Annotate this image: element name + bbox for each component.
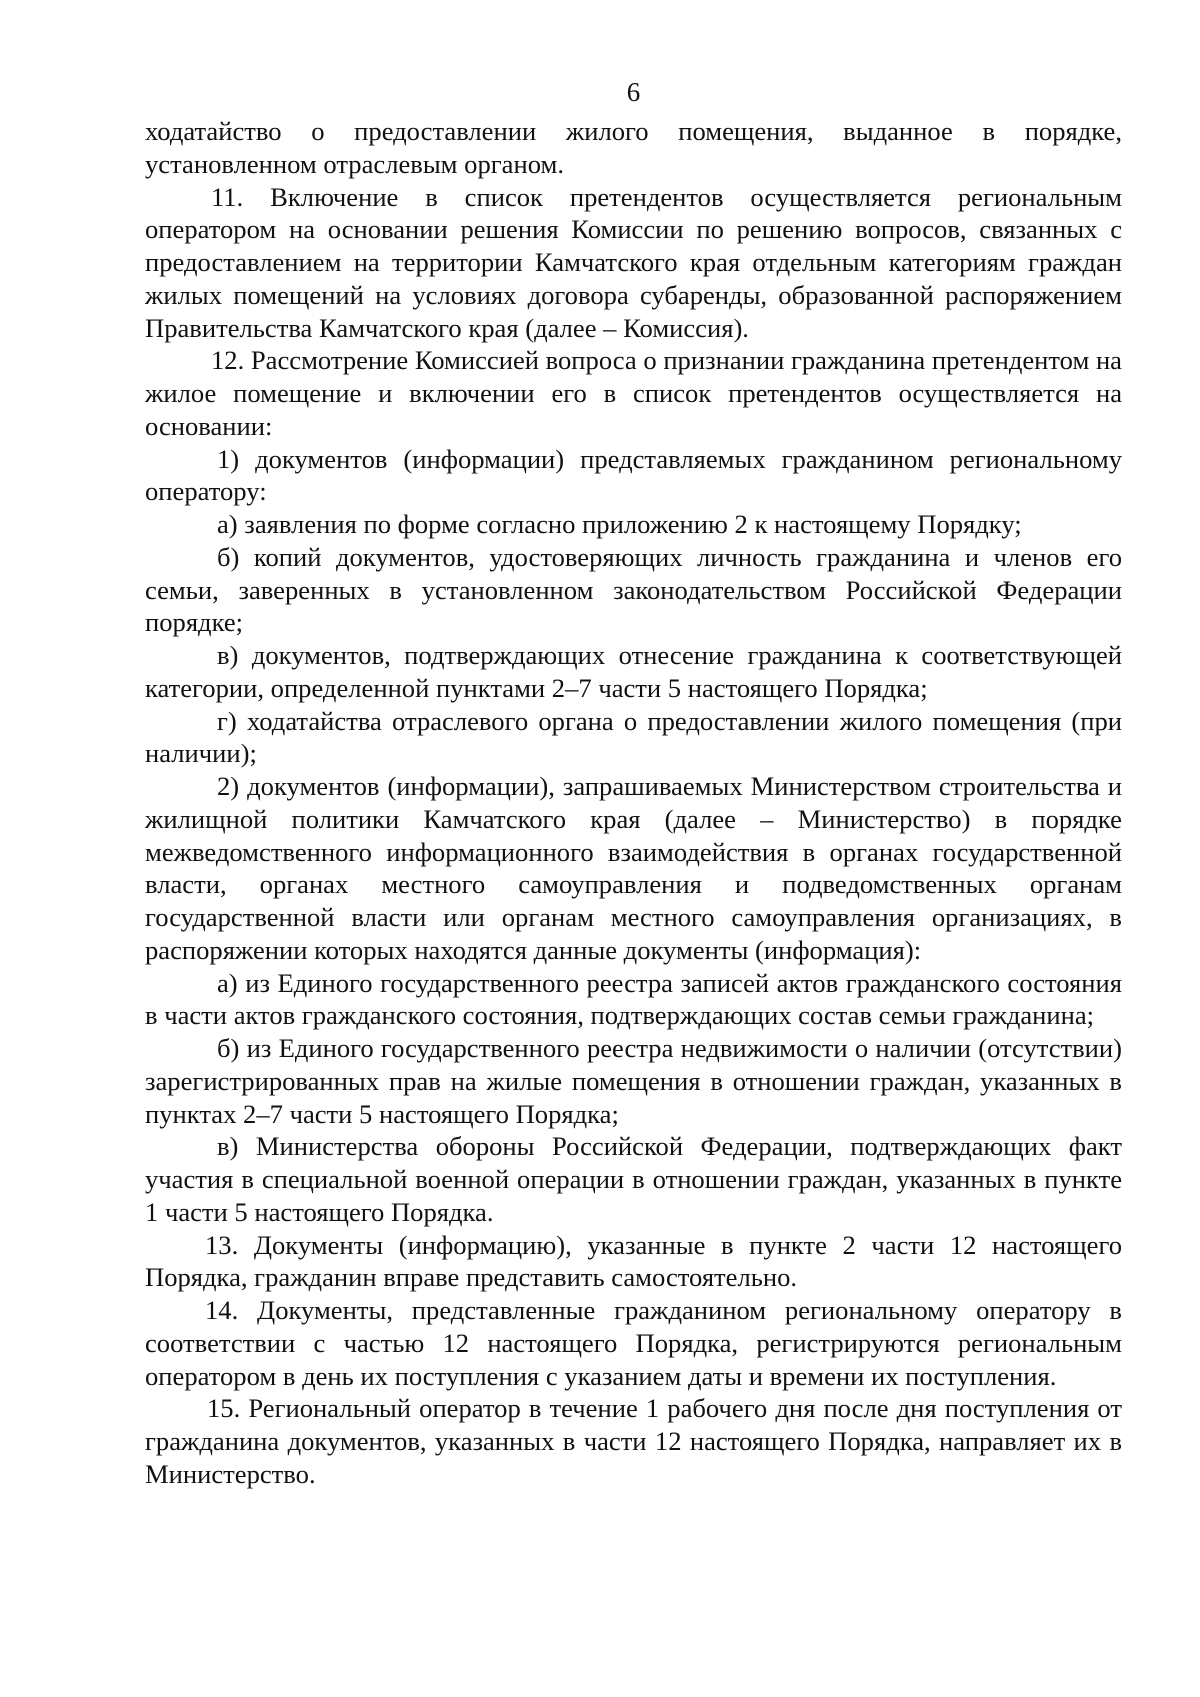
paragraph-14: 14. Документы, представленные гражданином региональному оператору в соответствии с частью 12 настоящего Порядка, регистрируются региональным оператором в день их поступления с указанием даты и времени их поступления. xyxy=(145,1295,1122,1391)
paragraph-12-item-2v: в) Министерства обороны Российской Федерации, подтверждающих факт участия в специальной военной операции в отношении граждан, указанных в пункте 1 части 5 настоящего Порядка. xyxy=(145,1131,1122,1227)
paragraph-12-item-2a: а) из Единого государственного реестра записей актов гражданского состояния в части актов гражданского состояния, подтверждающих состав семьи гражданина; xyxy=(145,967,1122,1031)
document-body xyxy=(145,115,1122,1491)
paragraph-12-item-2: 2) документов (информации), запрашиваемых Министерством строительства и жилищной политики Камчатского края (далее – Министерство) в порядке межведомственного информационного взаимодействия в органах государственной власти, органах местного самоуправления и подведомственных органам государственной власти или органам местного самоуправления организациях, в распоряжении которых находятся данные документы (информация): xyxy=(145,771,1122,965)
paragraph-12-item-1g: г) ходатайства отраслевого органа о предоставлении жилого помещения (при наличии); xyxy=(145,705,1122,769)
paragraph-12-item-1b: б) копий документов, удостоверяющих личность гражданина и членов его семьи, заверенных в установленном законодательством Российской Федерации порядке; xyxy=(145,541,1122,638)
paragraph-12-item-1: 1) документов (информации) представляемых гражданином региональному оператору: xyxy=(145,443,1122,507)
paragraph-12: 12. Рассмотрение Комиссией вопроса о признании гражданина претендентом на жилое помещение и включении его в список претендентов осуществляется на основании: xyxy=(145,345,1122,441)
paragraph-12-item-1v: в) документов, подтверждающих отнесение гражданина к соответствующей категории, определенной пунктами 2–7 части 5 настоящего Порядка; xyxy=(145,640,1122,703)
paragraph-12-item-1a: а) заявления по форме согласно приложению 2 к настоящему Порядку; xyxy=(217,509,1022,539)
page-number: 6 xyxy=(626,77,641,107)
paragraph-13: 13. Документы (информацию), указанные в пункте 2 части 12 настоящего Порядка, гражданин вправе представить самостоятельно. xyxy=(145,1229,1122,1293)
paragraph-15: 15. Региональный оператор в течение 1 рабочего дня после дня поступления от гражданина документов, указанных в части 12 настоящего Порядка, направляет их в Министерство. xyxy=(145,1393,1122,1489)
paragraph-11: 11. Включение в список претендентов осуществляется региональным оператором на основании решения Комиссии по решению вопросов, связанных с предоставлением на территории Камчатского края отдельным категориям граждан жилых помещений на условиях договора субаренды, образованной распоряжением Правительства Камчатского края (далее – Комиссия). xyxy=(145,181,1122,343)
paragraph-continuation: ходатайство о предоставлении жилого помещения, выданное в порядке, установленном отраслевым органом. xyxy=(145,116,1122,179)
paragraph-12-item-2b: б) из Единого государственного реестра недвижимости о наличии (отсутствии) зарегистрированных прав на жилые помещения в отношении граждан, указанных в пунктах 2–7 части 5 настоящего Порядка; xyxy=(145,1033,1122,1129)
